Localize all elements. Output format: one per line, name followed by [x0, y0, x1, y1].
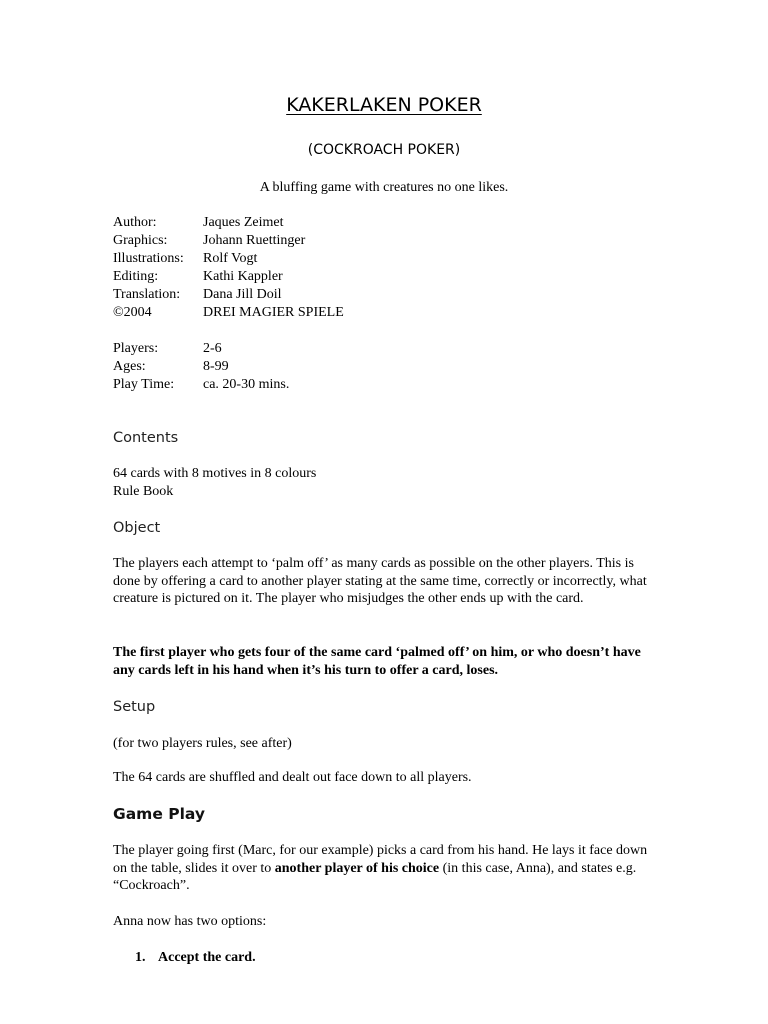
object-heading: Object — [113, 520, 161, 536]
game-play-text: The player going first (Marc, for our example) picks a card from his hand. He lays it face down on the table, slides it over to — [113, 843, 648, 876]
spec-value: 2-6 — [203, 341, 222, 356]
credit-row — [113, 232, 344, 250]
contents-line: Rule Book — [113, 484, 174, 499]
credit-label: Graphics: — [113, 233, 168, 248]
spec-label: Ages: — [113, 359, 146, 374]
game-play-emphasis: another player of his choice — [274, 860, 440, 876]
game-play-paragraph — [113, 842, 658, 895]
credit-row — [113, 304, 344, 322]
credit-value: Jaques Zeimet — [203, 215, 284, 230]
publisher-name: DREI MAGIER SPIELE — [203, 305, 344, 320]
credit-label: Author: — [113, 215, 157, 230]
document-subtitle: (COCKROACH POKER) — [307, 142, 461, 158]
spec-row — [113, 358, 289, 376]
game-play-text: (in this case, Anna), and states e.g. “Cockroach”. — [113, 860, 637, 893]
setup-paragraph: The 64 cards are shuffled and dealt out face down to all players. — [113, 770, 472, 785]
credit-value: Johann Ruettinger — [203, 233, 306, 248]
credit-value: Dana Jill Doil — [203, 287, 282, 302]
credit-value: Kathi Kappler — [203, 269, 283, 284]
object-paragraph: The players each attempt to ‘palm off’ as many cards as possible on the other players. This is done by offering a card to another player stating at the same time, correctly or incorrectly, what creature is pictured on it. The player who misjudges the other ends up with the card. — [113, 556, 647, 606]
spec-value: ca. 20-30 mins. — [203, 377, 290, 392]
credit-value: Rolf Vogt — [203, 251, 258, 266]
setup-note: (for two players rules, see after) — [113, 736, 292, 751]
document-title: KAKERLAKEN POKER — [286, 94, 482, 116]
credit-row — [113, 250, 344, 268]
spec-label: Play Time: — [113, 377, 175, 392]
contents-heading: Contents — [113, 430, 179, 446]
credit-label: Illustrations: — [113, 251, 184, 266]
credit-row — [113, 214, 344, 232]
object-bold-paragraph: The first player who gets four of the same card ‘palmed off’ on him, or who doesn’t have any cards left in his hand when it’s his turn to offer a card, loses. — [113, 645, 641, 678]
option-list-item — [135, 949, 256, 967]
game-play-heading: Game Play — [113, 805, 206, 823]
option-number: 1. — [135, 950, 146, 965]
setup-heading: Setup — [113, 699, 156, 715]
document-tagline: A bluffing game with creatures no one likes. — [259, 180, 509, 195]
credits-block — [113, 214, 344, 322]
copyright-label: ©2004 — [113, 305, 152, 320]
credit-label: Translation: — [113, 287, 181, 302]
credit-row — [113, 268, 344, 286]
contents-line: 64 cards with 8 motives in 8 colours — [113, 466, 317, 481]
spec-row — [113, 340, 289, 358]
options-intro: Anna now has two options: — [113, 914, 267, 929]
option-text: Accept the card. — [158, 950, 256, 965]
credit-row — [113, 286, 344, 304]
spec-row — [113, 376, 289, 394]
credit-label: Editing: — [113, 269, 159, 284]
spec-value: 8-99 — [203, 359, 229, 374]
specs-block — [113, 340, 289, 394]
spec-label: Players: — [113, 341, 159, 356]
